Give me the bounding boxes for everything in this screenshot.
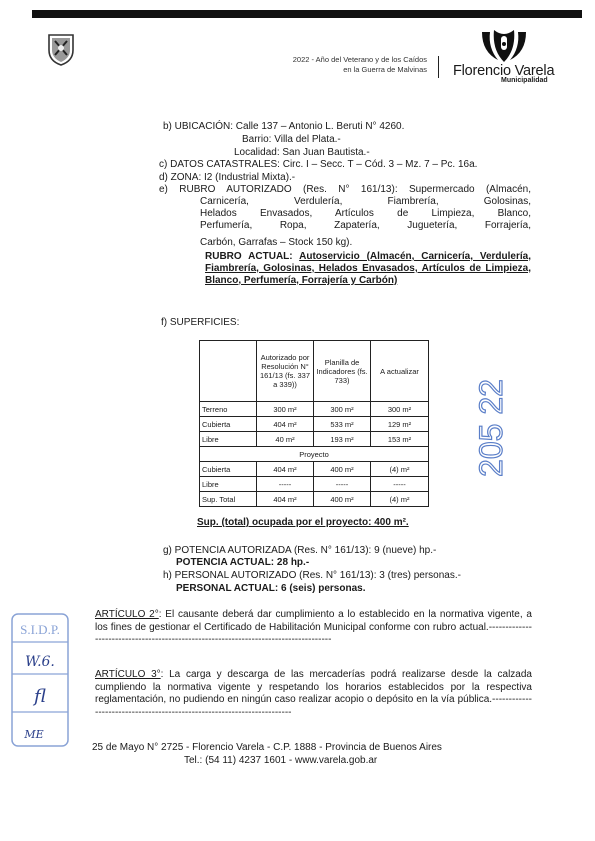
- cell: -----: [257, 477, 314, 492]
- header-planilla: Planilla de Indicadores (fs. 733): [314, 341, 371, 402]
- table-row: [200, 492, 429, 507]
- zona: d) ZONA: I2 (Industrial Mixta).-: [159, 172, 296, 183]
- potencia-actual: POTENCIA ACTUAL: 28 hp.-: [176, 557, 310, 568]
- cell: 300 m²: [371, 402, 429, 417]
- cell: 533 m²: [314, 417, 371, 432]
- articulo-2-text: : El causante deberá dar cumplimiento a lo establecido en la normativa vigente, a los fines de gestionar el Certificado de Habilitación Municipal conforme con rubro actual.------------------------------------------------------------------------------------: [95, 609, 532, 646]
- handwritten-mark-2: fl: [33, 686, 47, 707]
- rubro-autorizado-line-2: Carnicería, Verdulería, Fiambrería, Golosinas,: [200, 196, 531, 207]
- cell: -----: [314, 477, 371, 492]
- cell: 40 m²: [257, 432, 314, 447]
- year-slogan: [293, 55, 427, 75]
- sidp-label: S.I.D.P.: [20, 622, 60, 637]
- logo-name: Florencio Varela: [453, 63, 555, 79]
- cell: -----: [371, 477, 429, 492]
- sidp-stamp: [10, 612, 70, 748]
- cell: 400 m²: [314, 462, 371, 477]
- row-label: Sup. Total: [200, 492, 257, 507]
- cell: 153 m²: [371, 432, 429, 447]
- superficies-title: f) SUPERFICIES:: [161, 317, 240, 328]
- rubro-autorizado-line-5: Carbón, Garrafas – Stock 150 kg).: [200, 237, 353, 248]
- personal-actual: PERSONAL ACTUAL: 6 (seis) personas.: [176, 583, 366, 594]
- table-row: [200, 432, 429, 447]
- personal-autorizado: h) PERSONAL AUTORIZADO (Res. N° 161/13): 3 (tres) personas.-: [163, 570, 461, 581]
- cell: 400 m²: [314, 492, 371, 507]
- page-number-text: 205 22: [473, 379, 509, 477]
- row-label: Cubierta: [200, 462, 257, 477]
- row-label: Terreno: [200, 402, 257, 417]
- florencio-varela-logo-icon: [478, 26, 530, 64]
- row-label: Libre: [200, 477, 257, 492]
- cell: 404 m²: [257, 462, 314, 477]
- row-label: Libre: [200, 432, 257, 447]
- cell: 300 m²: [257, 402, 314, 417]
- superficies-table: [199, 340, 429, 507]
- cell: 129 m²: [371, 417, 429, 432]
- table-row: [200, 477, 429, 492]
- row-label: Cubierta: [200, 417, 257, 432]
- localidad: Localidad: San Juan Bautista.-: [234, 147, 370, 158]
- cell: (4) m²: [371, 492, 429, 507]
- header-divider: [438, 56, 439, 78]
- slogan-line-1: 2022 - Año del Veterano y de los Caídos: [292, 55, 427, 64]
- rubro-autorizado-line-3: Helados Envasados, Artículos de Limpieza, Blanco,: [200, 208, 531, 219]
- header-autorizado: Autorizado por Resolución N° 161/13 (fs. 337 a 339)): [257, 341, 314, 402]
- rubro-actual: [205, 251, 531, 286]
- articulo-2: [95, 609, 532, 647]
- table-row: [200, 417, 429, 432]
- cell: 404 m²: [257, 417, 314, 432]
- top-scan-border: [32, 10, 582, 18]
- cell: 404 m²: [257, 492, 314, 507]
- table-row: [200, 402, 429, 417]
- rubro-actual-label: RUBRO ACTUAL:: [205, 251, 293, 262]
- page-number-stamp: [473, 348, 528, 508]
- handwritten-mark-1: W.6.: [25, 654, 55, 670]
- rubro-actual-text: Autoservicio (Almacén, Carnicería, Verdulería, Fiambrería, Golosinas, Helados Envasados, Artículos de Limpieza, Blanco, Perfumería, Forrajería y Carbón): [205, 251, 531, 286]
- table-row-proyecto: [200, 447, 429, 462]
- articulo-2-heading: ARTÍCULO 2°: [95, 609, 159, 620]
- cell: 193 m²: [314, 432, 371, 447]
- rubro-autorizado-line-4: Perfumería, Ropa, Zapatería, Juguetería, Forrajería,: [200, 220, 531, 231]
- potencia-autorizada: g) POTENCIA AUTORIZADA (Res. N° 161/13): 9 (nueve) hp.-: [163, 545, 437, 556]
- cell: (4) m²: [371, 462, 429, 477]
- datos-catastrales: c) DATOS CATASTRALES: Circ. I – Secc. T – Cód. 3 – Mz. 7 – Pc. 16a.: [159, 159, 478, 170]
- proyecto-label: Proyecto: [200, 447, 429, 462]
- articulo-3-text: : La carga y descarga de las mercaderías podrá realizarse desde la calzada cumpliendo la normativa vigente y respetando los horarios establecidos por la respectiva reglamentación, no pudiendo en ningún caso realizar acopio o depósito en la vía pública.-----------------------------------------------------------------------: [95, 669, 532, 718]
- articulo-3: [95, 669, 532, 719]
- table-header-row: [200, 341, 429, 402]
- footer-contact: Tel.: (54 11) 4237 1601 - www.varela.gob.ar: [184, 755, 378, 766]
- logo-subtitle: Municipalidad: [501, 77, 548, 84]
- articulo-3-heading: ARTÍCULO 3°: [95, 669, 161, 680]
- table-row: [200, 462, 429, 477]
- sup-total-ocupada: Sup. (total) ocupada por el proyecto: 400 m².: [197, 517, 409, 528]
- ubicacion: b) UBICACIÓN: Calle 137 – Antonio L. Beruti N° 4260.: [163, 121, 405, 132]
- slogan-line-2: en la Guerra de Malvinas: [343, 65, 427, 74]
- footer-address: 25 de Mayo N° 2725 - Florencio Varela - C.P. 1888 - Provincia de Buenos Aires: [92, 742, 442, 753]
- header-actualizar: A actualizar: [371, 341, 429, 402]
- cell: 300 m²: [314, 402, 371, 417]
- rubro-autorizado-line-1: e) RUBRO AUTORIZADO (Res. N° 161/13): Supermercado (Almacén,: [159, 184, 531, 195]
- barrio: Barrio: Villa del Plata.-: [242, 134, 341, 145]
- handwritten-mark-3: ME: [24, 728, 44, 741]
- municipal-crest-icon: [46, 32, 76, 66]
